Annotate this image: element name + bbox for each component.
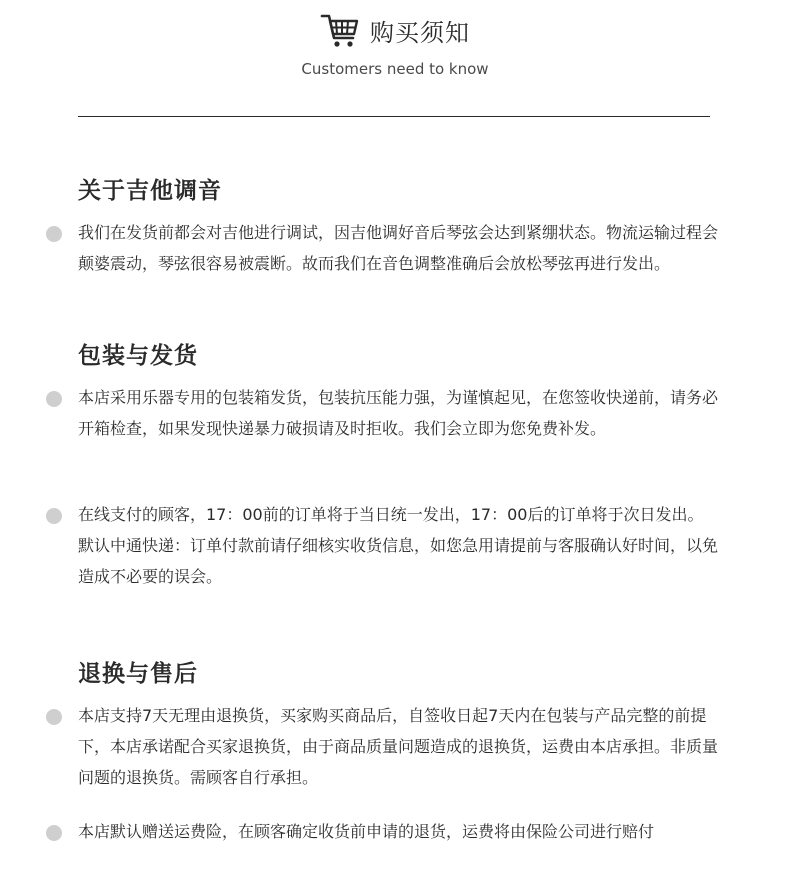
list-item-text: 本店采用乐器专用的包装箱发货，包装抗压能力强，为谨慎起见，在您签收快递前，请务必开箱检查，如果发现快递暴力破损请及时拒收。我们会立即为您免费补发。: [78, 388, 719, 438]
bullet-icon: [46, 825, 62, 841]
list-item-text: 本店默认赠送运费险，在顾客确定收货前申请的退货，运费将由保险公司进行赔付: [78, 822, 655, 841]
section-title-shipping: 包装与发货: [78, 343, 198, 369]
page-header: [0, 8, 790, 78]
bullet-icon: [46, 391, 62, 407]
bullet-icon: [46, 508, 62, 524]
header-divider: [78, 116, 710, 117]
shopping-cart-icon: [320, 10, 360, 50]
list-item-text: 在线支付的顾客，17：00前的订单将于当日统一发出，17：00后的订单将于次日发出。默认中通快递：订单付款前请仔细核实收货信息，如您急用请提前与客服确认好时间，以免造成不必要的误会。: [78, 505, 719, 586]
list-item-text: 本店支持7天无理由退换货，买家购买商品后，自签收日起7天内在包装与产品完整的前提下，本店承诺配合买家退换货，由于商品质量问题造成的退换货，运费由本店承担。非质量问题的退换货。需顾客自行承担。: [78, 706, 719, 787]
page-subtitle: Customers need to know: [301, 60, 489, 78]
section-title-tuning: 关于吉他调音: [78, 178, 222, 204]
bullet-icon: [46, 709, 62, 725]
header-title-row: [0, 8, 790, 52]
list-item-text: 我们在发货前都会对吉他进行调试，因吉他调好音后琴弦会达到紧绷状态。物流运输过程会颠婆震动，琴弦很容易被震断。故而我们在音色调整准确后会放松琴弦再进行发出。: [78, 223, 719, 273]
bullet-icon: [46, 226, 62, 242]
page-title: 购买须知: [370, 18, 470, 47]
section-title-returns: 退换与售后: [78, 661, 198, 687]
